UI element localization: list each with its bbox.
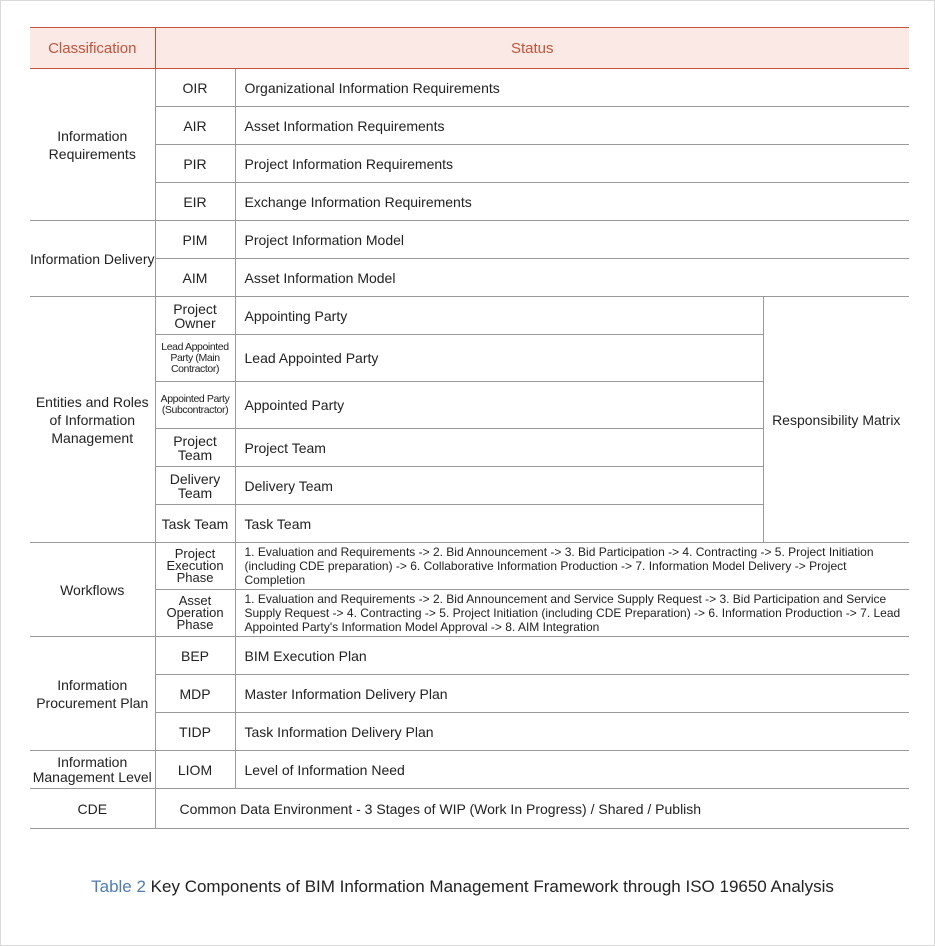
group-information-requirements: Information Requirements (30, 69, 155, 221)
code-cell: Lead Appointed Party (Main Contractor) (155, 335, 235, 382)
group-management-level: Information Management Level (30, 751, 155, 789)
desc-cell: Appointed Party (235, 382, 763, 429)
workflow-desc: 1. Evaluation and Requirements -> 2. Bid Announcement -> 3. Bid Participation -> 4. Contracting -> 5. Project Initiation (including CDE preparation) -> 6. Collaborative Information Production -> 7. Information Model Delivery -> Project Completion (235, 543, 909, 590)
desc-cell: BIM Execution Plan (235, 637, 909, 675)
desc-cell: Project Information Requirements (235, 145, 909, 183)
code-cell: MDP (155, 675, 235, 713)
group-cde: CDE (30, 789, 155, 829)
desc-cell: Project Team (235, 429, 763, 467)
desc-cell: Appointing Party (235, 297, 763, 335)
table-row (30, 107, 909, 145)
workflow-desc: 1. Evaluation and Requirements -> 2. Bid Announcement and Service Supply Request -> 3. Bid Participation and Service Supply Request -> 4. Contracting -> 5. Project Initiation (including CDE Preparation) -> 6. Information Production -> 7. Lead Appointed Party's Information Model Approval -> 8. AIM Integration (235, 590, 909, 637)
table-row (30, 675, 909, 713)
caption-label: Table 2 (91, 877, 146, 896)
table-row (30, 69, 909, 107)
group-information-delivery: Information Delivery (30, 221, 155, 297)
desc-cell: Organizational Information Requirements (235, 69, 909, 107)
desc-cell: Lead Appointed Party (235, 335, 763, 382)
responsibility-matrix: Responsibility Matrix (763, 297, 909, 543)
cde-desc: Common Data Environment - 3 Stages of WIP (Work In Progress) / Shared / Publish (155, 789, 909, 829)
desc-cell: Master Information Delivery Plan (235, 675, 909, 713)
table-row (30, 259, 909, 297)
group-workflows: Workflows (30, 543, 155, 637)
code-cell: AIM (155, 259, 235, 297)
code-cell: LIOM (155, 751, 235, 789)
code-cell: OIR (155, 69, 235, 107)
desc-cell: Task Team (235, 505, 763, 543)
table-row (30, 713, 909, 751)
table-row (30, 637, 909, 675)
header-status: Status (155, 28, 909, 69)
code-cell: Delivery Team (155, 467, 235, 505)
iso19650-table (30, 27, 909, 829)
table-caption (0, 877, 925, 897)
code-cell: TIDP (155, 713, 235, 751)
desc-cell: Task Information Delivery Plan (235, 713, 909, 751)
table-row (30, 297, 909, 335)
group-entities-roles: Entities and Roles of Information Management (30, 297, 155, 543)
code-cell: PIR (155, 145, 235, 183)
desc-cell: Asset Information Requirements (235, 107, 909, 145)
desc-cell: Level of Information Need (235, 751, 909, 789)
table-row (30, 145, 909, 183)
code-cell: Project Owner (155, 297, 235, 335)
code-cell: Asset Operation Phase (155, 590, 235, 637)
code-cell: PIM (155, 221, 235, 259)
table-row (30, 751, 909, 789)
caption-text: Key Components of BIM Information Management Framework through ISO 19650 Analysis (145, 877, 834, 896)
table-row (30, 221, 909, 259)
table-row (30, 590, 909, 637)
table-row (30, 789, 909, 829)
code-cell: Appointed Party (Subcontractor) (155, 382, 235, 429)
header-classification: Classification (30, 28, 155, 69)
code-cell: AIR (155, 107, 235, 145)
desc-cell: Exchange Information Requirements (235, 183, 909, 221)
code-cell: Task Team (155, 505, 235, 543)
desc-cell: Delivery Team (235, 467, 763, 505)
group-procurement-plan: Information Procurement Plan (30, 637, 155, 751)
code-cell: EIR (155, 183, 235, 221)
table-header-row (30, 28, 909, 69)
desc-cell: Project Information Model (235, 221, 909, 259)
table-row (30, 183, 909, 221)
table-row (30, 543, 909, 590)
code-cell: Project Team (155, 429, 235, 467)
code-cell: BEP (155, 637, 235, 675)
code-cell: Project Execution Phase (155, 543, 235, 590)
desc-cell: Asset Information Model (235, 259, 909, 297)
